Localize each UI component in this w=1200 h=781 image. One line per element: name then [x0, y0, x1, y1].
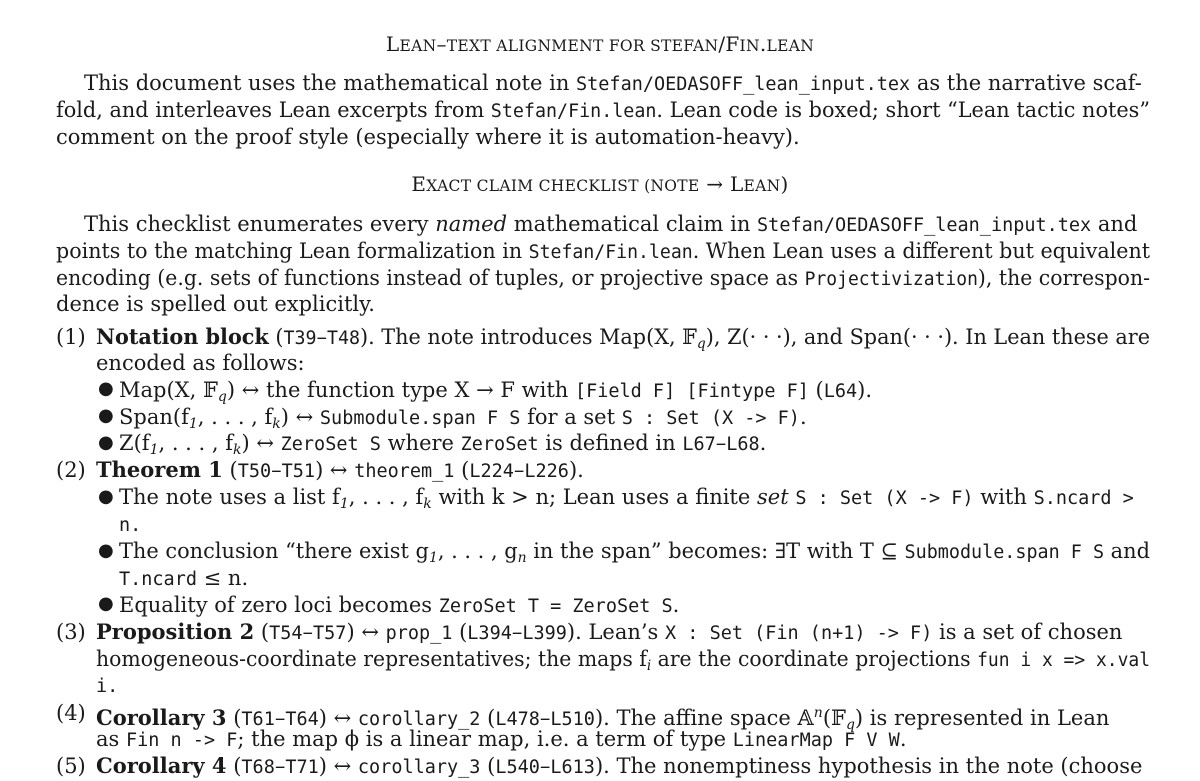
item-2-bullet-2-cont	[119, 565, 248, 593]
code-term: i.	[96, 676, 119, 697]
text: .	[799, 405, 807, 429]
text: Map(X, 𝔽	[119, 378, 218, 402]
text: (	[226, 754, 242, 778]
text: mathematical claim in	[507, 212, 758, 236]
text: as the narrative scaf-	[910, 71, 1142, 95]
text: are the coordinate projections	[651, 647, 978, 671]
text: The conclusion “there exist g	[119, 539, 429, 563]
subscript: 1	[149, 442, 159, 458]
text: –	[511, 620, 523, 644]
line-ref: T71	[285, 757, 319, 778]
subscript: q	[696, 336, 706, 352]
text: –	[302, 620, 314, 644]
item-number: (2)	[56, 458, 86, 482]
title-part: XACT CLAIM CHECKLIST (NOTE	[426, 177, 700, 195]
item-3-line-1	[96, 619, 1122, 647]
line-ref: L68	[726, 434, 760, 455]
text: is a set of chosen	[932, 620, 1123, 644]
text: This checklist enumerates every	[84, 212, 436, 236]
item-title: Notation block	[96, 324, 269, 349]
text: Z(f	[119, 431, 150, 455]
text: –	[539, 754, 551, 778]
title-part: L	[729, 172, 744, 196]
text: –	[271, 458, 282, 482]
emph: set	[756, 485, 789, 509]
item-number: (5)	[56, 754, 86, 778]
text: ) is represented in Lean	[854, 706, 1110, 730]
item-number: (4)	[56, 701, 86, 725]
item-2-bullet-1	[119, 484, 1134, 517]
line-ref: T50	[237, 461, 272, 482]
line-ref: L510	[550, 709, 595, 730]
code-term: corollary_3	[357, 757, 481, 778]
text: –	[316, 325, 327, 349]
text: ) ↔	[280, 405, 320, 429]
section-title	[0, 172, 1200, 196]
text: comment on the proof style (especially where it is automation-heavy).	[56, 125, 800, 149]
text: ).	[568, 458, 584, 482]
text: . When Lean uses a different but equivalent	[692, 239, 1151, 263]
title-part: EAN	[399, 37, 437, 55]
bullet-icon: ●	[98, 540, 114, 561]
code-path: Stefan/Fin.lean	[528, 242, 693, 263]
code-term: T.ncard	[119, 569, 197, 590]
line-ref: T57	[313, 623, 347, 644]
text: with	[973, 485, 1034, 509]
text: ).	[857, 378, 873, 402]
text: Span(f	[119, 405, 189, 429]
bullet-icon: ●	[98, 432, 114, 453]
text: ). The note introduces Map(X, 𝔽	[360, 325, 697, 349]
line-ref: L613	[550, 757, 595, 778]
bullet-icon: ●	[98, 593, 114, 614]
text: ). The affine space 𝔸	[594, 706, 814, 730]
item-2-bullet-1-cont	[119, 511, 141, 539]
subscript: 1	[428, 550, 438, 566]
text: where	[380, 431, 461, 455]
text: , . . . , f	[197, 405, 273, 429]
arrow: →	[699, 172, 730, 196]
code-term: fun i x => x.val	[977, 650, 1151, 671]
item-number: (1)	[56, 325, 86, 349]
code-term: S : Set (X -> F)	[621, 408, 800, 429]
text: and	[1104, 539, 1150, 563]
text: (	[480, 754, 496, 778]
intro-line-3	[56, 124, 800, 150]
text: , . . . , g	[437, 539, 518, 563]
text: for a set	[520, 405, 622, 429]
text: is defined in	[538, 431, 683, 455]
subscript: q	[845, 717, 855, 733]
text: encoding (e.g. sets of functions instead of tuples, or projective space as	[56, 266, 805, 290]
line-ref: L478	[495, 709, 540, 730]
text: , . . . , f	[158, 431, 234, 455]
code-term: corollary_2	[357, 709, 481, 730]
line-ref: T51	[281, 461, 316, 482]
text: .	[672, 593, 680, 617]
text: (	[254, 620, 270, 644]
title-part: STEFAN	[650, 37, 719, 55]
item-title: Theorem 1	[96, 457, 223, 482]
subscript: 1	[339, 496, 349, 512]
text: (𝔽	[822, 706, 846, 730]
code-term: [Field F] [Fintype F]	[574, 381, 809, 402]
title-part: LEAN	[766, 37, 815, 55]
checklist-line-1	[84, 211, 1137, 239]
item-3-line-2	[96, 646, 1150, 679]
code-term: X : Set (Fin (n+1) -> F)	[665, 623, 933, 644]
text: (	[452, 620, 468, 644]
code-term: prop_1	[385, 623, 453, 644]
text: This document uses the mathematical note in	[84, 71, 577, 95]
title-part: IN	[739, 37, 760, 55]
text: ) ↔ the function type X → F with	[226, 378, 575, 402]
intro-line-1	[84, 70, 1142, 98]
title-part: .	[759, 32, 767, 56]
text: . Lean code is boxed; short “Lean tactic notes”	[656, 98, 1151, 122]
checklist-line-2	[56, 238, 1150, 266]
intro-line-2	[56, 97, 1150, 125]
text: ) ↔	[346, 620, 386, 644]
text: The note uses a list f	[119, 485, 340, 509]
line-ref: T54	[269, 623, 303, 644]
text: .	[899, 727, 907, 751]
checklist-line-3	[56, 265, 1150, 293]
code-term: LinearMap F V W	[732, 730, 900, 751]
code-term: ZeroSet T = ZeroSet S	[438, 596, 673, 617]
item-title: Proposition 2	[96, 619, 255, 644]
line-ref: L226	[524, 461, 569, 482]
text: (	[808, 378, 824, 402]
line-ref: L67	[682, 434, 716, 455]
text: ), the correspon-	[977, 266, 1151, 290]
code-term: Submodule.span F S	[904, 542, 1105, 563]
title-part: EAN	[743, 177, 781, 195]
title-part: –	[436, 32, 447, 56]
text: ). Lean’s	[566, 620, 666, 644]
line-ref: L394	[467, 623, 512, 644]
code-term: Projectivization	[804, 269, 978, 290]
text: encoded as follows:	[96, 351, 305, 375]
bullet-icon: ●	[98, 405, 114, 426]
text: (	[226, 706, 242, 730]
text: with k > n; Lean uses a finite	[431, 485, 757, 509]
item-title: Corollary 4	[96, 753, 227, 778]
item-number: (3)	[56, 620, 86, 644]
text: ; the map ϕ is a linear map, i.e. a term of type	[237, 727, 733, 751]
document-title	[0, 32, 1200, 56]
text: ) ↔	[318, 754, 358, 778]
line-ref: T68	[241, 757, 275, 778]
item-2-bullet-2	[119, 538, 1150, 571]
text: ), Z(· · ·), and Span(· · ·). In Lean these are	[705, 325, 1151, 349]
code-path: Stefan/OEDASOFF_lean_input.tex	[576, 74, 911, 95]
line-ref: T39	[283, 328, 317, 349]
text: points to the matching Lean formalization in	[56, 239, 529, 263]
subscript: i	[646, 658, 652, 674]
text: (	[268, 325, 284, 349]
subscript: k	[423, 496, 432, 512]
code-term: n.	[119, 515, 142, 536]
text: Equality of zero loci becomes	[119, 593, 439, 617]
text: dence is spelled out explicitly.	[56, 292, 375, 316]
text: ) ↔	[241, 431, 281, 455]
bullet-icon: ●	[98, 378, 114, 399]
text: ) ↔	[318, 706, 358, 730]
item-title: Corollary 3	[96, 705, 227, 730]
item-2-line-1	[96, 457, 584, 485]
subscript: 1	[188, 416, 198, 432]
item-1-line-2	[96, 350, 305, 376]
line-ref: L540	[495, 757, 540, 778]
title-part: L	[385, 32, 400, 56]
code-path: Stefan/OEDASOFF_lean_input.tex	[757, 215, 1092, 236]
code-term: theorem_1	[354, 461, 455, 482]
text: .	[759, 431, 767, 455]
item-2-bullet-3	[119, 592, 679, 620]
subscript: n	[517, 550, 527, 566]
text: as	[96, 727, 126, 751]
code-term: S.ncard >	[1033, 488, 1134, 509]
text: (	[222, 458, 238, 482]
title-part: )	[780, 172, 789, 196]
code-path: Stefan/Fin.lean	[490, 101, 657, 122]
text: fold, and interleaves Lean excerpts from	[56, 98, 491, 122]
checklist-line-4	[56, 291, 375, 317]
line-ref: T64	[285, 709, 319, 730]
text: ). The nonemptiness hypothesis in the note (choose	[594, 754, 1143, 778]
title-part: TEXT ALIGNMENT FOR	[446, 37, 651, 55]
text: in the span” becomes: ∃T with T ⊆	[526, 539, 905, 563]
text: homogeneous-coordinate representatives; the maps f	[96, 647, 647, 671]
line-ref: L224	[469, 461, 514, 482]
bullet-icon: ●	[98, 486, 114, 507]
text: –	[539, 706, 551, 730]
line-ref: T48	[326, 328, 361, 349]
title-part: /F	[718, 32, 740, 56]
text: , . . . , f	[348, 485, 424, 509]
emph: named	[435, 212, 508, 236]
subscript: q	[217, 389, 227, 405]
superscript: n	[813, 705, 823, 721]
text: –	[513, 458, 525, 482]
text: –	[715, 431, 727, 455]
text: (	[480, 706, 496, 730]
line-ref: L64	[823, 381, 858, 402]
text: (	[454, 458, 470, 482]
item-4-line-2	[96, 726, 907, 754]
code-term: ZeroSet S	[280, 434, 381, 455]
text: ≤ n.	[196, 566, 249, 590]
item-3-line-3	[96, 672, 118, 700]
subscript: k	[233, 442, 242, 458]
line-ref: L399	[522, 623, 567, 644]
text: –	[274, 754, 286, 778]
code-term: Submodule.span F S	[319, 408, 521, 429]
item-5-line-1	[96, 753, 1142, 781]
text: and	[1091, 212, 1138, 236]
code-term: S : Set (X -> F)	[795, 488, 974, 509]
code-term: Fin n -> F	[125, 730, 238, 751]
subscript: k	[272, 416, 281, 432]
text: ) ↔	[315, 458, 355, 482]
line-ref: T61	[241, 709, 275, 730]
title-part: E	[411, 172, 427, 196]
code-term: ZeroSet	[460, 434, 539, 455]
text: –	[274, 706, 286, 730]
